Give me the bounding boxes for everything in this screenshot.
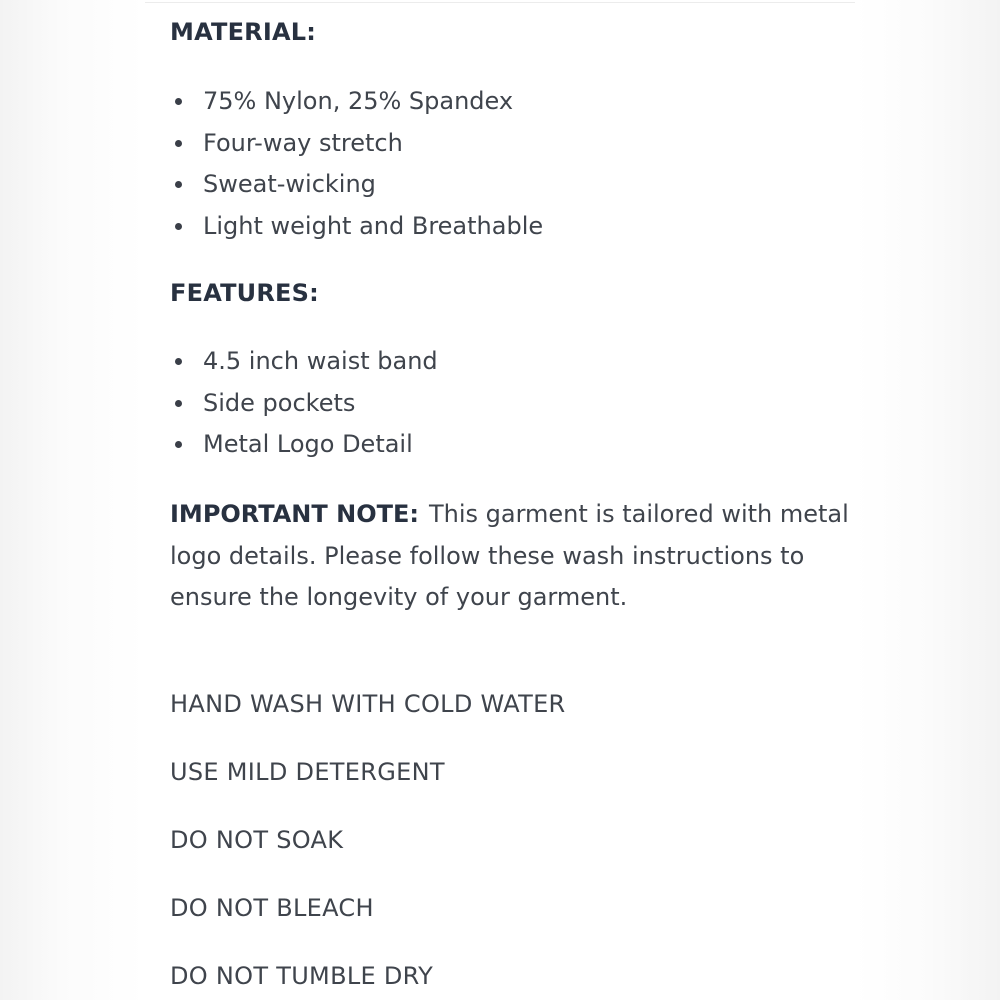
list-item: Sweat-wicking [170,169,543,211]
features-list [170,346,438,471]
material-heading: MATERIAL: [170,18,317,46]
wash-instruction: USE MILD DETERGENT [170,758,445,786]
list-item: Side pockets [170,388,438,430]
material-list [170,86,543,252]
list-item: 4.5 inch waist band [170,346,438,388]
bullet-icon [175,358,182,365]
wash-instruction: DO NOT SOAK [170,826,344,854]
bullet-icon [175,441,182,448]
list-item: Four-way stretch [170,128,543,170]
top-divider [145,2,855,3]
important-note [170,494,850,619]
bullet-icon [175,181,182,188]
list-item: Metal Logo Detail [170,429,438,471]
wash-instruction: DO NOT TUMBLE DRY [170,962,434,990]
bullet-icon [175,223,182,230]
important-note-label: IMPORTANT NOTE: [170,500,419,528]
list-item: 75% Nylon, 25% Spandex [170,86,543,128]
wash-instruction: DO NOT BLEACH [170,894,374,922]
wash-instruction: HAND WASH WITH COLD WATER [170,690,566,718]
features-heading: FEATURES: [170,279,319,307]
bullet-icon [175,98,182,105]
bullet-icon [175,400,182,407]
bullet-icon [175,140,182,147]
list-item: Light weight and Breathable [170,211,543,253]
important-note-text: This garment is tailored with metal logo details. Please follow these wash instructions to ensure the longevity of your garment. [170,500,849,611]
